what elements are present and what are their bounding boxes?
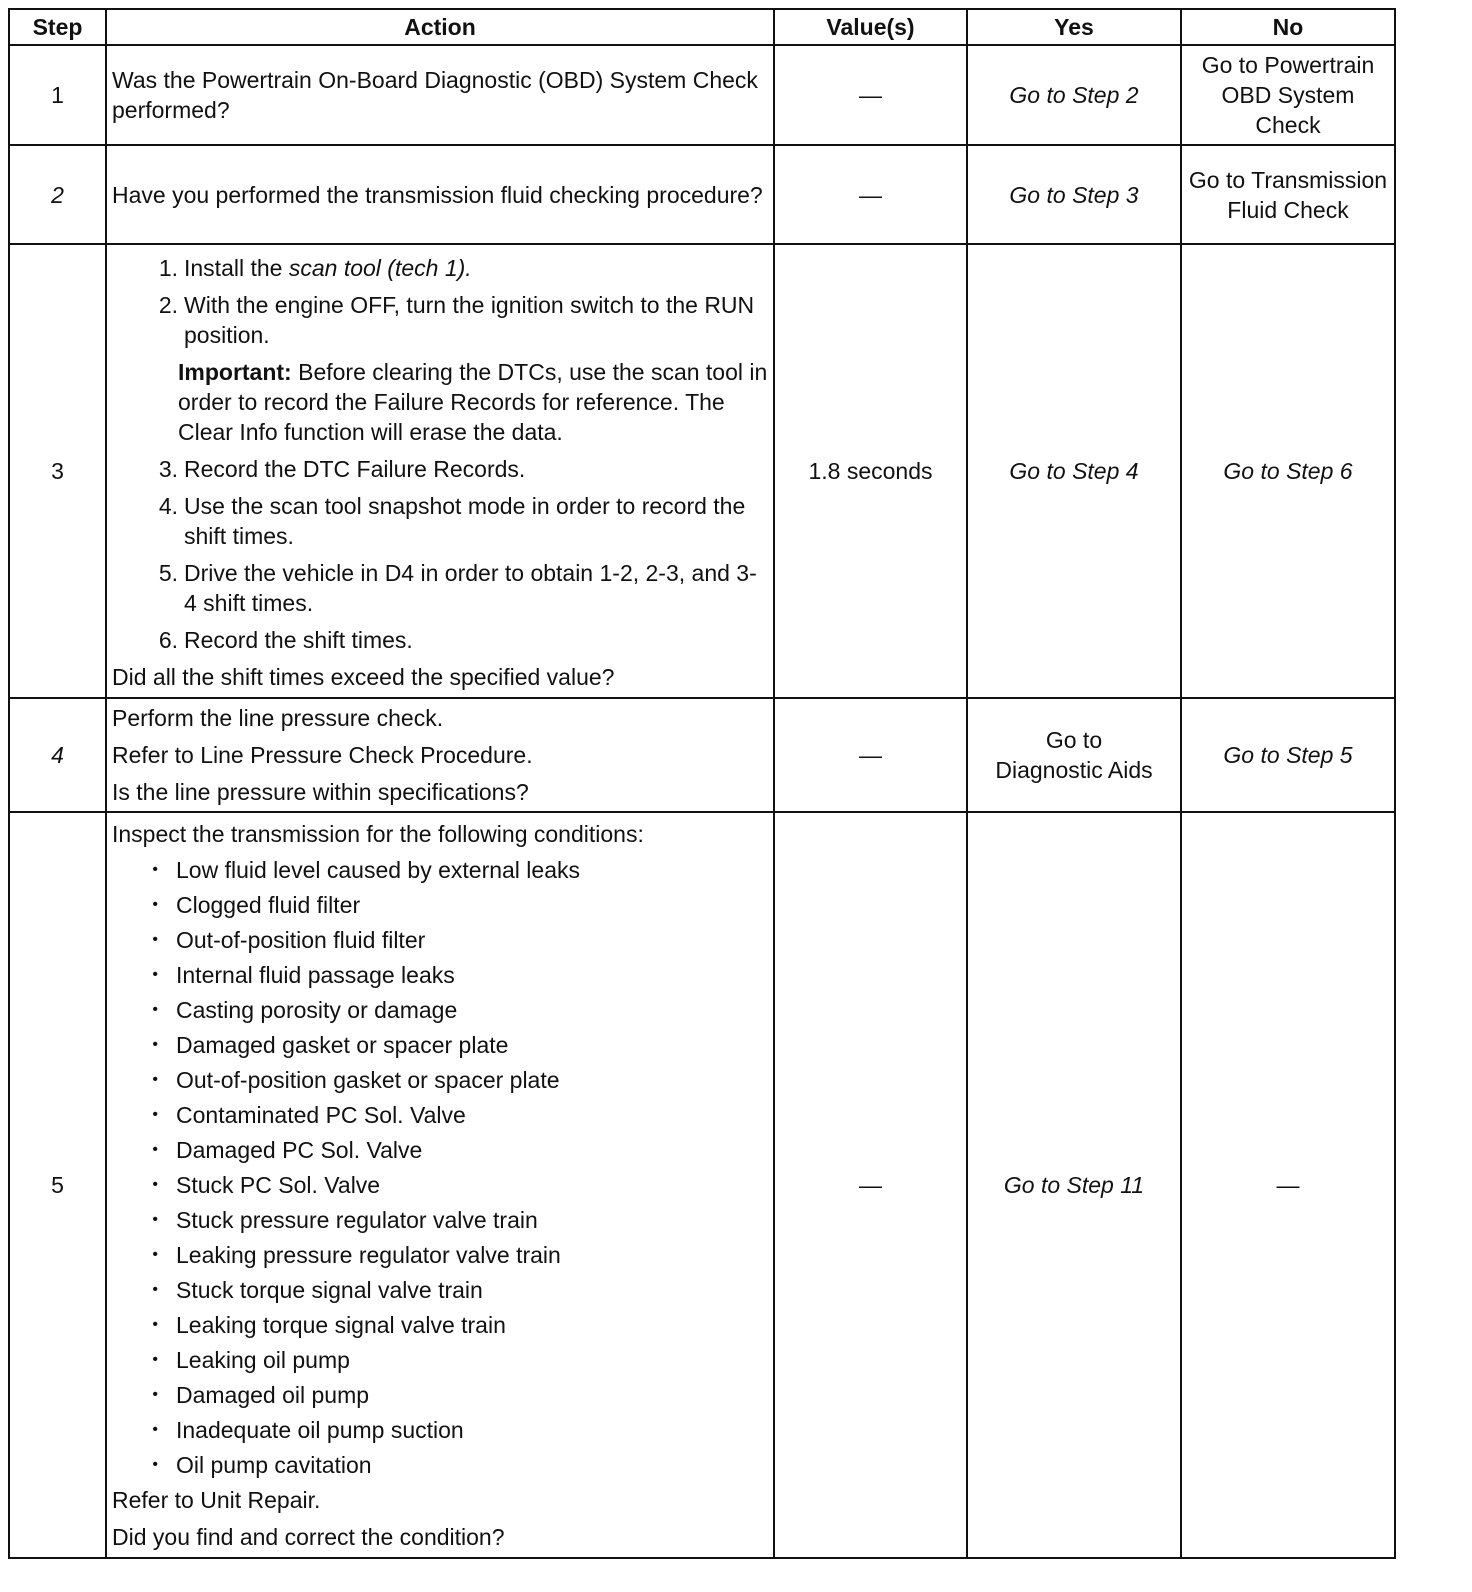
table-row-step-3: [9, 244, 1395, 698]
question-text: Did you find and correct the condition?: [112, 1523, 505, 1550]
list-text: Leaking pressure regulator valve train: [176, 1242, 561, 1268]
step-number: 4: [9, 698, 106, 812]
bullet-icon: •: [152, 1001, 158, 1018]
list-item: [112, 1238, 768, 1273]
list-text: Use the scan tool snapshot mode in order to record the shift times.: [184, 492, 746, 549]
yes-link[interactable]: Go to Step 11: [967, 812, 1181, 1558]
list-text: Inadequate oil pump suction: [176, 1417, 464, 1443]
bullet-icon: •: [152, 931, 158, 948]
bullet-icon: •: [152, 1176, 158, 1193]
action-text: Was the Powertrain On-Board Diagnostic (OBD) System Check performed?: [106, 45, 774, 145]
list-number: 2.: [158, 291, 178, 318]
list-number: 6.: [158, 626, 178, 653]
list-item: [112, 1098, 768, 1133]
list-item: [112, 1343, 768, 1378]
bullet-icon: •: [152, 1036, 158, 1053]
header-step: Step: [9, 9, 106, 45]
list-item: [112, 1378, 768, 1413]
no-link[interactable]: Go to Powertrain OBD System Check: [1181, 45, 1395, 145]
list-number: 3.: [158, 455, 178, 482]
list-text: Stuck PC Sol. Valve: [176, 1172, 381, 1198]
question-text: Is the line pressure within specifications?: [112, 779, 529, 805]
action-text: Have you performed the transmission fluid checking procedure?: [106, 145, 774, 244]
question-text: Did all the shift times exceed the specified value?: [112, 663, 615, 690]
list-text: Internal fluid passage leaks: [176, 962, 455, 988]
list-item: [112, 958, 768, 993]
list-text: Casting porosity or damage: [176, 997, 458, 1023]
procedure-list: [112, 253, 768, 655]
value-cell: —: [774, 812, 967, 1558]
refer-text: Refer to Unit Repair.: [112, 1486, 321, 1513]
step-number: 3: [9, 244, 106, 698]
list-text: Damaged gasket or spacer plate: [176, 1032, 509, 1058]
important-label: Important:: [178, 358, 292, 385]
action-line: Perform the line pressure check.: [112, 705, 444, 731]
header-values: Value(s): [774, 9, 967, 45]
list-item: [112, 853, 768, 888]
yes-link[interactable]: Go to Step 3: [967, 145, 1181, 244]
list-item: [112, 1448, 768, 1483]
yes-link[interactable]: Go to Step 2: [967, 45, 1181, 145]
value-cell: 1.8 seconds: [774, 244, 967, 698]
yes-link[interactable]: Go to Step 4: [967, 244, 1181, 698]
no-link[interactable]: Go to Transmission Fluid Check: [1181, 145, 1395, 244]
list-item: [112, 491, 768, 551]
table-row-step-5: [9, 812, 1395, 1558]
list-item: [112, 625, 768, 655]
diagnostic-table: [8, 8, 1396, 1559]
table-row-step-4: [9, 698, 1395, 812]
yes-link-line: Diagnostic Aids: [995, 757, 1153, 783]
list-item: [112, 1063, 768, 1098]
yes-link[interactable]: [967, 698, 1181, 812]
bullet-icon: •: [152, 861, 158, 878]
action-line: Refer to Line Pressure Check Procedure.: [112, 742, 533, 768]
conditions-list: [112, 853, 768, 1483]
list-text: Record the shift times.: [184, 626, 413, 653]
header-action: Action: [106, 9, 774, 45]
list-text: Leaking torque signal valve train: [176, 1312, 506, 1338]
list-text: Out-of-position gasket or spacer plate: [176, 1067, 560, 1093]
bullet-icon: •: [152, 1246, 158, 1263]
list-item: [112, 888, 768, 923]
bullet-icon: •: [152, 966, 158, 983]
table-row-step-1: [9, 45, 1395, 145]
bullet-icon: •: [152, 1071, 158, 1088]
no-link[interactable]: Go to Step 5: [1181, 698, 1395, 812]
bullet-icon: •: [152, 1351, 158, 1368]
step-number: 5: [9, 812, 106, 1558]
list-text: Oil pump cavitation: [176, 1452, 372, 1478]
list-item: [112, 1203, 768, 1238]
list-item: [112, 1308, 768, 1343]
bullet-icon: •: [152, 1456, 158, 1473]
bullet-icon: •: [152, 1386, 158, 1403]
action-cell: [106, 812, 774, 1558]
important-note: [112, 357, 768, 447]
list-text: Clogged fluid filter: [176, 892, 361, 918]
action-cell: [106, 244, 774, 698]
intro-text: Inspect the transmission for the following conditions:: [112, 820, 644, 847]
step-number: 1: [9, 45, 106, 145]
list-item: [112, 290, 768, 350]
no-cell: —: [1181, 812, 1395, 1558]
bullet-icon: •: [152, 1281, 158, 1298]
bullet-icon: •: [152, 896, 158, 913]
list-text: Stuck torque signal valve train: [176, 1277, 483, 1303]
list-item: [112, 993, 768, 1028]
list-text: Out-of-position fluid filter: [176, 927, 426, 953]
list-item: [112, 1028, 768, 1063]
list-item: [112, 558, 768, 618]
list-text: With the engine OFF, turn the ignition switch to the RUN position.: [184, 291, 755, 348]
yes-link-line: Go to: [1045, 727, 1103, 753]
action-cell: [106, 698, 774, 812]
list-number: 1.: [158, 254, 178, 281]
list-item: [112, 253, 768, 283]
list-item: [112, 1133, 768, 1168]
scan-tool-reference: scan tool (tech 1).: [288, 254, 472, 281]
list-item: [112, 454, 768, 484]
list-item: [112, 923, 768, 958]
list-item: [112, 1413, 768, 1448]
value-cell: —: [774, 698, 967, 812]
list-item: [112, 1273, 768, 1308]
bullet-icon: •: [152, 1106, 158, 1123]
list-text: Damaged PC Sol. Valve: [176, 1137, 423, 1163]
list-text: Record the DTC Failure Records.: [184, 455, 526, 482]
bullet-icon: •: [152, 1316, 158, 1333]
step-number: 2: [9, 145, 106, 244]
no-link[interactable]: Go to Step 6: [1181, 244, 1395, 698]
list-text: Damaged oil pump: [176, 1382, 370, 1408]
header-row: [9, 9, 1395, 45]
list-text: Contaminated PC Sol. Valve: [176, 1102, 466, 1128]
list-text: Stuck pressure regulator valve train: [176, 1207, 538, 1233]
list-number: 4.: [158, 492, 178, 519]
header-no: No: [1181, 9, 1395, 45]
list-text: Low fluid level caused by external leaks: [176, 857, 581, 883]
list-number: 5.: [158, 559, 178, 586]
bullet-icon: •: [152, 1211, 158, 1228]
bullet-icon: •: [152, 1421, 158, 1438]
table-row-step-2: [9, 145, 1395, 244]
value-cell: —: [774, 145, 967, 244]
list-text: Drive the vehicle in D4 in order to obtain 1-2, 2-3, and 3-4 shift times.: [184, 559, 757, 616]
header-yes: Yes: [967, 9, 1181, 45]
important-text: Before clearing the DTCs, use the scan tool in order to record the Failure Records for reference. The Clear Info function will erase the data.: [178, 358, 768, 445]
value-cell: —: [774, 45, 967, 145]
list-text: Install the: [184, 254, 289, 281]
list-item: [112, 1168, 768, 1203]
list-text: Leaking oil pump: [176, 1347, 350, 1373]
bullet-icon: •: [152, 1141, 158, 1158]
